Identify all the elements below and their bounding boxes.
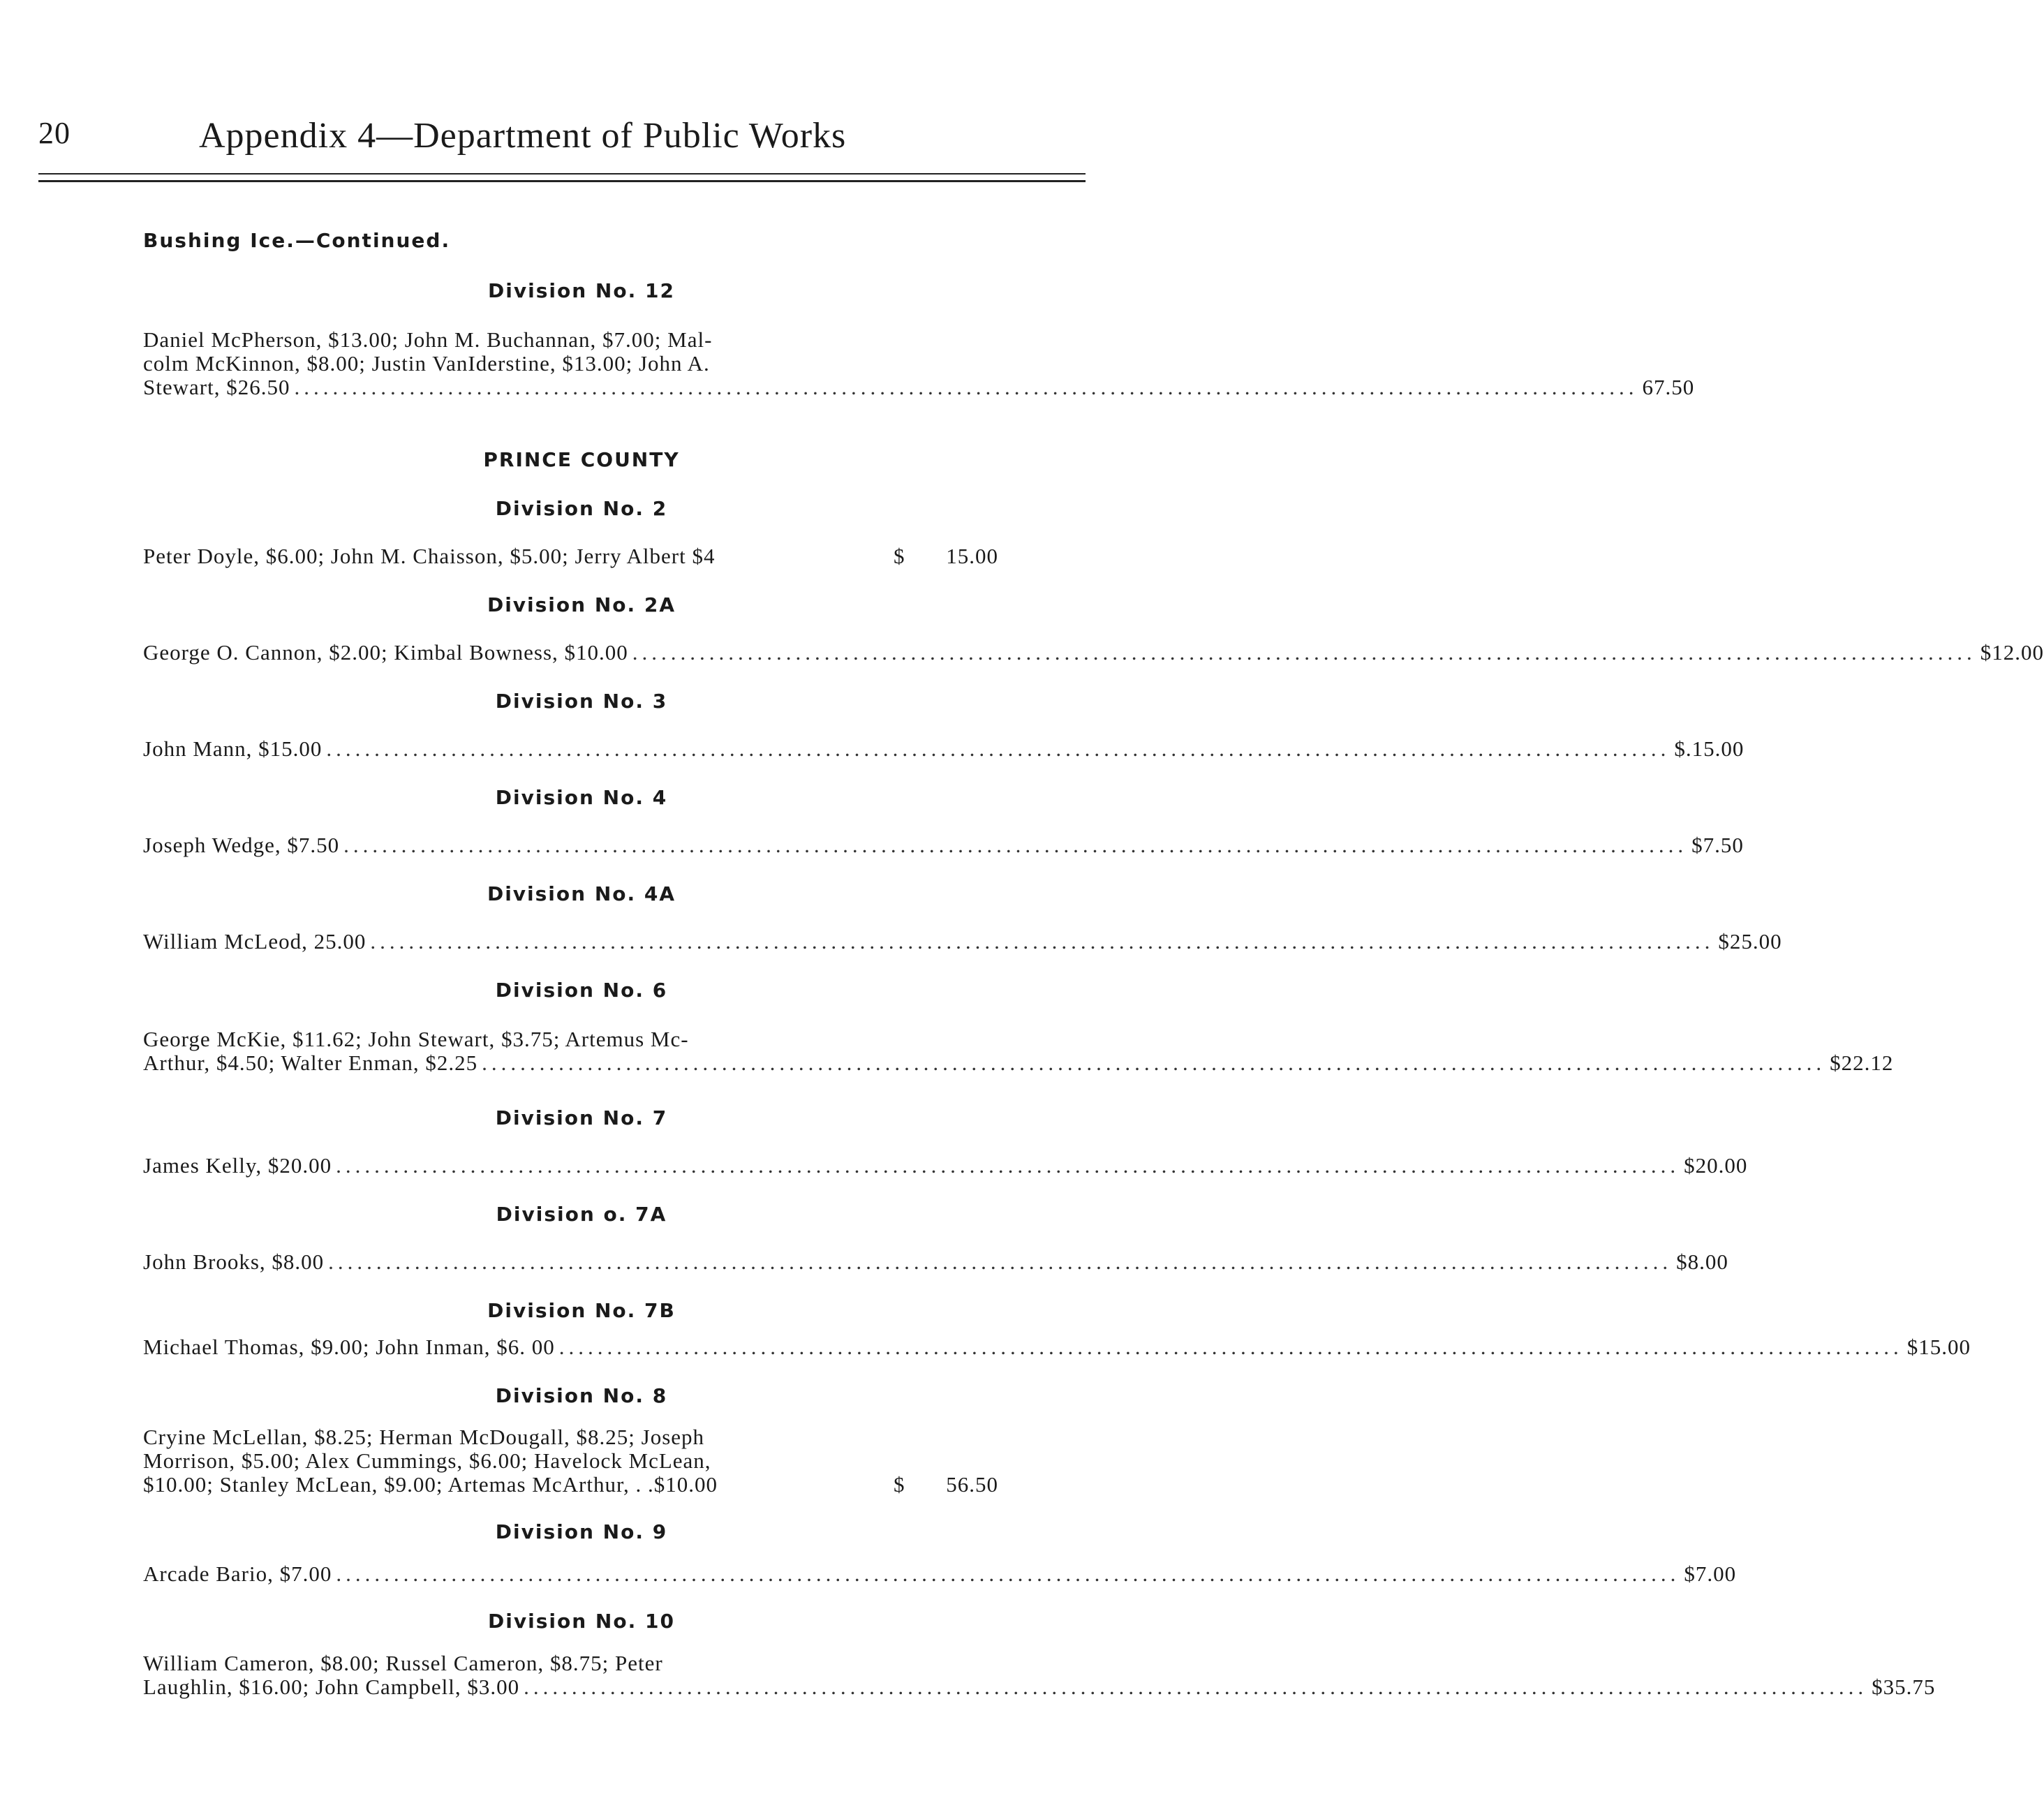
entry-last-line: $10.00; Stanley McLean, $9.00; Artemas McArthur, . .$10.00 [143,1472,718,1497]
ledger-entry [143,327,1695,399]
entry-last-line: George O. Cannon, $2.00; Kimbal Bowness, $10.00 [143,640,628,665]
entry-last-line: Joseph Wedge, $7.50 [143,833,340,857]
section-heading: Bushing Ice.—Continued. [143,229,451,252]
division-heading: Division No. 2A [487,593,676,616]
entry-last-line: William McLeod, 25.00 [143,929,366,954]
leader-dots: ............................................................................................................................................ [558,1335,1903,1359]
ledger-entry [143,1425,998,1497]
leader-dots: ............................................................................................................................................ [370,929,1715,954]
division-heading: Division No. 7B [487,1299,676,1322]
ledger-entry [143,1027,1894,1075]
entry-amount: 35.75 [1883,1675,1936,1699]
entry-amount: 15.00 [1691,736,1745,761]
leader-dots: ............................................................................................................................................ [482,1051,1826,1075]
division-heading: Division No. 2 [495,497,668,520]
page-number: 20 [38,116,71,150]
leader-dots: ............................................................................................................................................ [336,1562,1680,1586]
county-heading: PRINCE COUNTY [483,448,680,471]
currency-sign: $ [1676,1249,1688,1274]
division-heading: Division No. 4 [495,786,668,809]
currency-sign: $ [1691,833,1703,857]
ledger-entry [143,640,2044,665]
currency-sign: $. [1674,736,1692,761]
leader-dots: ............................................................................................................................................ [326,736,1671,761]
entry-amount: 7.00 [1695,1562,1737,1586]
page-title: Appendix 4—Department of Public Works [199,116,847,156]
leader-dots: ............................................................................................................................................ [328,1249,1673,1274]
ledger-entry [143,544,998,568]
entry-amount: 20.00 [1695,1153,1748,1178]
entry-line: Daniel McPherson, $13.00; John M. Buchannan, $7.00; Mal- [143,327,713,352]
currency-sign: $ [1830,1051,1842,1075]
currency-sign: $ [1906,1335,1919,1359]
entry-line: colm McKinnon, $8.00; Justin VanIderstine, $13.00; John A. [143,351,710,376]
entry-amount: 56.50 [946,1472,998,1497]
entry-amount: 15.00 [946,544,998,568]
entry-last-line: Michael Thomas, $9.00; John Inman, $6. 00 [143,1335,555,1359]
entry-line: George McKie, $11.62; John Stewart, $3.75; Artemus Mc- [143,1027,689,1051]
division-heading: Division o. 7A [496,1203,667,1226]
ledger-entry [143,1562,1737,1586]
entry-amount: 15.00 [1918,1335,1971,1359]
division-heading: Division No. 7 [495,1106,668,1129]
division-heading: Division No. 10 [488,1610,675,1633]
entry-last-line: Arcade Bario, $7.00 [143,1562,332,1586]
ledger-entry [143,1153,1748,1178]
leader-dots: ............................................................................................................................................ [294,375,1638,399]
leader-dots: ............................................................................................................................................ [336,1153,1680,1178]
entry-line: Morrison, $5.00; Alex Cummings, $6.00; Havelock McLean, [143,1448,711,1473]
entry-line: Cryine McLellan, $8.25; Herman McDougall, $8.25; Joseph [143,1425,705,1449]
header-rule-double [38,180,1086,182]
division-heading: Division No. 3 [495,690,668,713]
entry-last-line: Laughlin, $16.00; John Campbell, $3.00 [143,1675,520,1699]
entry-amount: 67.50 [1642,375,1695,399]
entry-last-line: Peter Doyle, $6.00; John M. Chaisson, $5.00; Jerry Albert $4 [143,544,716,568]
entry-last-line: James Kelly, $20.00 [143,1153,332,1178]
currency-sign: $ [894,544,905,568]
page-header [38,108,1086,164]
ledger-entry [143,929,1782,954]
currency-sign: $ [1684,1562,1696,1586]
division-heading: Division No. 4A [487,882,676,905]
division-heading: Division No. 8 [495,1384,668,1407]
currency-sign: $ [1872,1675,1883,1699]
currency-sign: $ [894,1472,905,1497]
leader-dots: ............................................................................................................................................ [524,1675,1868,1699]
ledger-entry [143,1651,1936,1699]
ledger-entry [143,1249,1728,1274]
header-rule [38,173,1086,175]
currency-sign: $ [1718,929,1730,954]
leader-dots: ............................................................................................................................................ [343,833,1688,857]
entry-amount: 8.00 [1687,1249,1728,1274]
leader-dots: ............................................................................................................................................ [632,640,1976,665]
currency-sign: $ [1684,1153,1696,1178]
entry-amount: 25.00 [1729,929,1782,954]
entry-last-line: Stewart, $26.50 [143,375,290,399]
entry-last-line: Arthur, $4.50; Walter Enman, $2.25 [143,1051,478,1075]
ledger-entry [143,1335,1971,1359]
division-heading: Division No. 12 [488,279,675,302]
entry-amount: 7.50 [1703,833,1744,857]
ledger-entry [143,736,1745,761]
division-heading: Division No. 9 [495,1520,668,1543]
entry-last-line: John Mann, $15.00 [143,736,323,761]
currency-sign: $ [1980,640,1992,665]
entry-amount: 22.12 [1841,1051,1894,1075]
entry-amount: 12.00 [1992,640,2044,665]
ledger-entry [143,833,1744,857]
entry-line: William Cameron, $8.00; Russel Cameron, $8.75; Peter [143,1651,663,1675]
division-heading: Division No. 6 [495,979,668,1002]
entry-last-line: John Brooks, $8.00 [143,1249,325,1274]
